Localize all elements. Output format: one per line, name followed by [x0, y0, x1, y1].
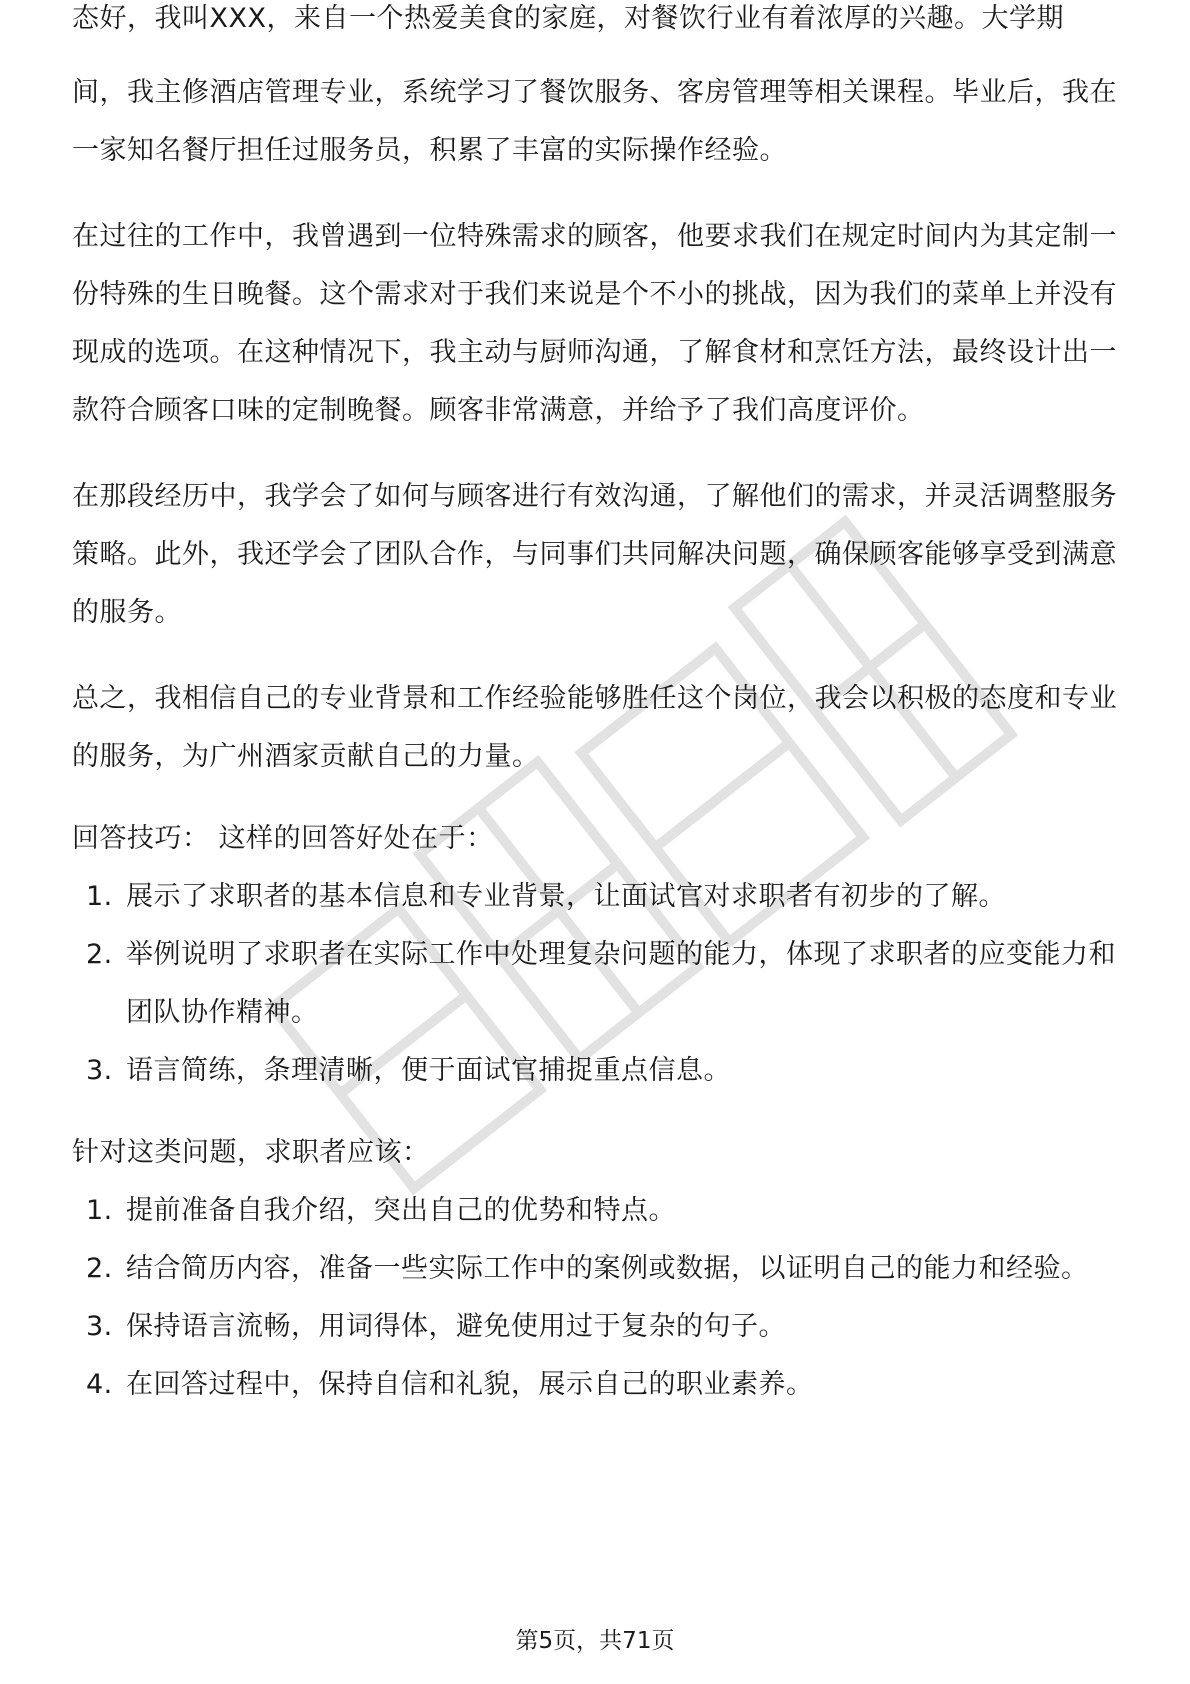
list-item-text: 提前准备自我介绍，突出自己的优势和特点。: [126, 1195, 676, 1226]
list-item-text: 举例说明了求职者在实际工作中处理复杂问题的能力，体现了求职者的应变能力和团队协作精神。: [126, 939, 1116, 1028]
list-number: 4.: [86, 1369, 113, 1400]
paragraph-conclusion: 总之，我相信自己的专业背景和工作经验能够胜任这个岗位，我会以积极的态度和专业的服务，为广州酒家贡献自己的力量。: [72, 683, 1117, 772]
cut-off-text: 态好，我叫XXX，来自一个热爱美食的家庭，对餐饮行业有着浓厚的兴趣。大学期: [72, 3, 1064, 34]
list-number: 3.: [86, 1311, 113, 1342]
document-body: [72, 3, 1122, 1414]
list-item: [72, 868, 1122, 926]
page-number: 第5页，共71页: [515, 1628, 675, 1654]
list-item: [72, 1298, 1122, 1356]
list-number: 1.: [86, 881, 113, 912]
paragraph-background: 间，我主修酒店管理专业，系统学习了餐饮服务、客房管理等相关课程。毕业后，我在一家知名餐厅担任过服务员，积累了丰富的实际操作经验。: [72, 77, 1117, 166]
list-item: [72, 1240, 1122, 1298]
list-item-text: 保持语言流畅，用词得体，避免使用过于复杂的句子。: [126, 1311, 786, 1342]
advice-heading: 针对这类问题，求职者应该：: [72, 1137, 430, 1168]
advice-list: [72, 1182, 1122, 1414]
tips-list: [72, 868, 1122, 1100]
list-item-text: 在回答过程中，保持自信和礼貌，展示自己的职业素养。: [126, 1369, 814, 1400]
list-item-text: 展示了求职者的基本信息和专业背景，让面试官对求职者有初步的了解。: [126, 881, 1006, 912]
list-item: [72, 926, 1122, 1042]
list-item-text: 结合简历内容，准备一些实际工作中的案例或数据，以证明自己的能力和经验。: [126, 1253, 1089, 1284]
list-number: 1.: [86, 1195, 113, 1226]
paragraph-experience: 在过往的工作中，我曾遇到一位特殊需求的顾客，他要求我们在规定时间内为其定制一份特殊的生日晚餐。这个需求对于我们来说是个不小的挑战，因为我们的菜单上并没有现成的选项。在这种情况下，我主动与厨师沟通，了解食材和烹饪方法，最终设计出一款符合顾客口味的定制晚餐。顾客非常满意，并给予了我们高度评价。: [72, 221, 1117, 426]
list-item: [72, 1182, 1122, 1240]
cut-off-line: [72, 3, 1122, 64]
list-item: [72, 1042, 1122, 1100]
tips-heading: 回答技巧： 这样的回答好处在于：: [72, 823, 494, 854]
list-number: 3.: [86, 1055, 113, 1086]
list-number: 2.: [86, 939, 113, 970]
list-number: 2.: [86, 1253, 113, 1284]
list-item: [72, 1356, 1122, 1414]
paragraph-lessons: 在那段经历中，我学会了如何与顾客进行有效沟通，了解他们的需求，并灵活调整服务策略。此外，我还学会了团队合作，与同事们共同解决问题，确保顾客能够享受到满意的服务。: [72, 481, 1117, 628]
list-item-text: 语言简练，条理清晰，便于面试官捕捉重点信息。: [126, 1055, 731, 1086]
